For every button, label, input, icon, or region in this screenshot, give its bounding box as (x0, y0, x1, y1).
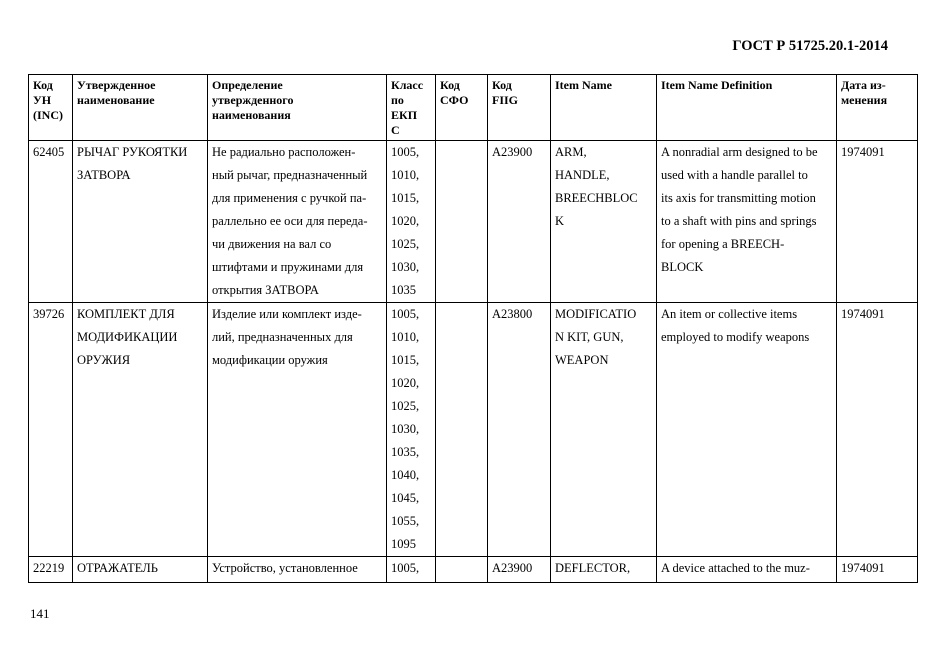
cell-classes (387, 557, 436, 583)
cell-line: 1025, (391, 399, 420, 413)
col-header-fiig (488, 75, 551, 141)
cell-line: 1045, (391, 491, 420, 505)
cell-definition (208, 557, 387, 583)
header-line: (INC) (33, 108, 63, 122)
cell-definition (208, 303, 387, 557)
cell-change-date: 1974091 (837, 303, 918, 557)
header-line: УН (33, 93, 52, 107)
cell-line: 1035 (391, 283, 416, 297)
cell-line: 1005, (391, 307, 420, 321)
col-header-inc (29, 75, 73, 141)
cell-line: 1015, (391, 353, 420, 367)
cell-line: 1040, (391, 468, 420, 482)
cell-sfo (436, 557, 488, 583)
col-header-sfo (436, 75, 488, 141)
cell-line: 1010, (391, 168, 420, 182)
cell-line: 1035, (391, 445, 420, 459)
cell-approved-name (73, 557, 208, 583)
header-line: СФО (440, 93, 469, 107)
cell-sfo (436, 303, 488, 557)
cell-inc: 22219 (29, 557, 73, 583)
header-line: наименования (212, 108, 291, 122)
cell-line: A nonradial arm designed to be (661, 145, 818, 159)
cell-line: 1030, (391, 422, 420, 436)
header-line: Дата из- (841, 78, 886, 92)
header-line: наименование (77, 93, 155, 107)
table-row (29, 557, 918, 583)
cell-fiig: A23800 (488, 303, 551, 557)
table-row (29, 303, 918, 557)
cell-line: for opening a BREECH- (661, 237, 785, 251)
cell-line: 1020, (391, 376, 420, 390)
cell-line: лий, предназначенных для (212, 330, 353, 344)
cell-line: N KIT, GUN, (555, 330, 624, 344)
table-header-row (29, 75, 918, 141)
col-header-definition (208, 75, 387, 141)
header-line: FIIG (492, 93, 519, 107)
cell-fiig: A23900 (488, 557, 551, 583)
cell-line: 1005, (391, 145, 420, 159)
header-line: Код (440, 78, 460, 92)
cell-line: 1010, (391, 330, 420, 344)
cell-line: MODIFICATIO (555, 307, 637, 321)
table-row (29, 141, 918, 303)
cell-line: РЫЧАГ РУКОЯТКИ (77, 145, 188, 159)
header-line: по (391, 93, 404, 107)
cell-line: ОТРАЖАТЕЛЬ (77, 561, 158, 575)
cell-change-date: 1974091 (837, 141, 918, 303)
cell-line: КОМПЛЕКТ ДЛЯ (77, 307, 175, 321)
cell-line: ный рычаг, предназначенный (212, 168, 368, 182)
cell-line: 1020, (391, 214, 420, 228)
cell-item-definition (657, 557, 837, 583)
cell-inc: 62405 (29, 141, 73, 303)
cell-line: WEAPON (555, 353, 609, 367)
col-header-class (387, 75, 436, 141)
cell-line: used with a handle parallel to (661, 168, 808, 182)
cell-line: to a shaft with pins and springs (661, 214, 817, 228)
cell-line: DEFLECTOR, (555, 561, 631, 575)
header-line: ЕКП (391, 108, 418, 122)
col-header-item-definition (657, 75, 837, 141)
header-line: С (391, 123, 400, 137)
table-body (29, 141, 918, 583)
cell-fiig: A23900 (488, 141, 551, 303)
header-line: Item Name Definition (661, 78, 773, 92)
cell-inc: 39726 (29, 303, 73, 557)
header-line: утвержденного (212, 93, 294, 107)
header-line: Код (492, 78, 512, 92)
cell-line: 1055, (391, 514, 420, 528)
cell-line: Изделие или комплект изде- (212, 307, 362, 321)
cell-line: штифтами и пружинами для (212, 260, 364, 274)
cell-line: ОРУЖИЯ (77, 353, 131, 367)
document-standard-header: ГОСТ Р 51725.20.1-2014 (732, 38, 888, 54)
header-line: Item Name (555, 78, 612, 92)
header-line: Определение (212, 78, 283, 92)
page-number: 141 (30, 606, 50, 621)
cell-approved-name (73, 141, 208, 303)
col-header-approved-name (73, 75, 208, 141)
approved-names-table (28, 74, 918, 583)
cell-item-name (551, 557, 657, 583)
cell-line: An item or collective items (661, 307, 798, 321)
cell-line: employed to modify weapons (661, 330, 810, 344)
cell-line: модификации оружия (212, 353, 328, 367)
header-line: Код (33, 78, 53, 92)
cell-line: 1025, (391, 237, 420, 251)
cell-line: для применения с ручкой па- (212, 191, 367, 205)
header-line: менения (841, 93, 888, 107)
cell-line: ARM, (555, 145, 587, 159)
cell-sfo (436, 141, 488, 303)
cell-line: Не радиально расположен- (212, 145, 356, 159)
cell-definition (208, 141, 387, 303)
cell-line: 1095 (391, 537, 416, 551)
cell-line: МОДИФИКАЦИИ (77, 330, 178, 344)
cell-line: чи движения на вал со (212, 237, 332, 251)
cell-item-name (551, 141, 657, 303)
cell-line: раллельно ее оси для переда- (212, 214, 368, 228)
cell-line: HANDLE, (555, 168, 610, 182)
cell-item-name (551, 303, 657, 557)
cell-item-definition (657, 141, 837, 303)
cell-line: K (555, 214, 565, 228)
cell-classes (387, 303, 436, 557)
header-line: Класс (391, 78, 424, 92)
cell-line: BLOCK (661, 260, 704, 274)
cell-line: ЗАТВОРА (77, 168, 131, 182)
col-header-item-name (551, 75, 657, 141)
cell-line: Устройство, установленное (212, 561, 358, 575)
col-header-change-date (837, 75, 918, 141)
cell-item-definition (657, 303, 837, 557)
cell-line: A device attached to the muz- (661, 561, 810, 575)
cell-line: 1005, (391, 561, 420, 575)
cell-line: its axis for transmitting motion (661, 191, 816, 205)
cell-line: 1030, (391, 260, 420, 274)
cell-line: 1015, (391, 191, 420, 205)
cell-change-date: 1974091 (837, 557, 918, 583)
cell-line: BREECHBLOC (555, 191, 638, 205)
cell-classes (387, 141, 436, 303)
cell-approved-name (73, 303, 208, 557)
cell-line: открытия ЗАТВОРА (212, 283, 319, 297)
header-line: Утвержденное (77, 78, 156, 92)
